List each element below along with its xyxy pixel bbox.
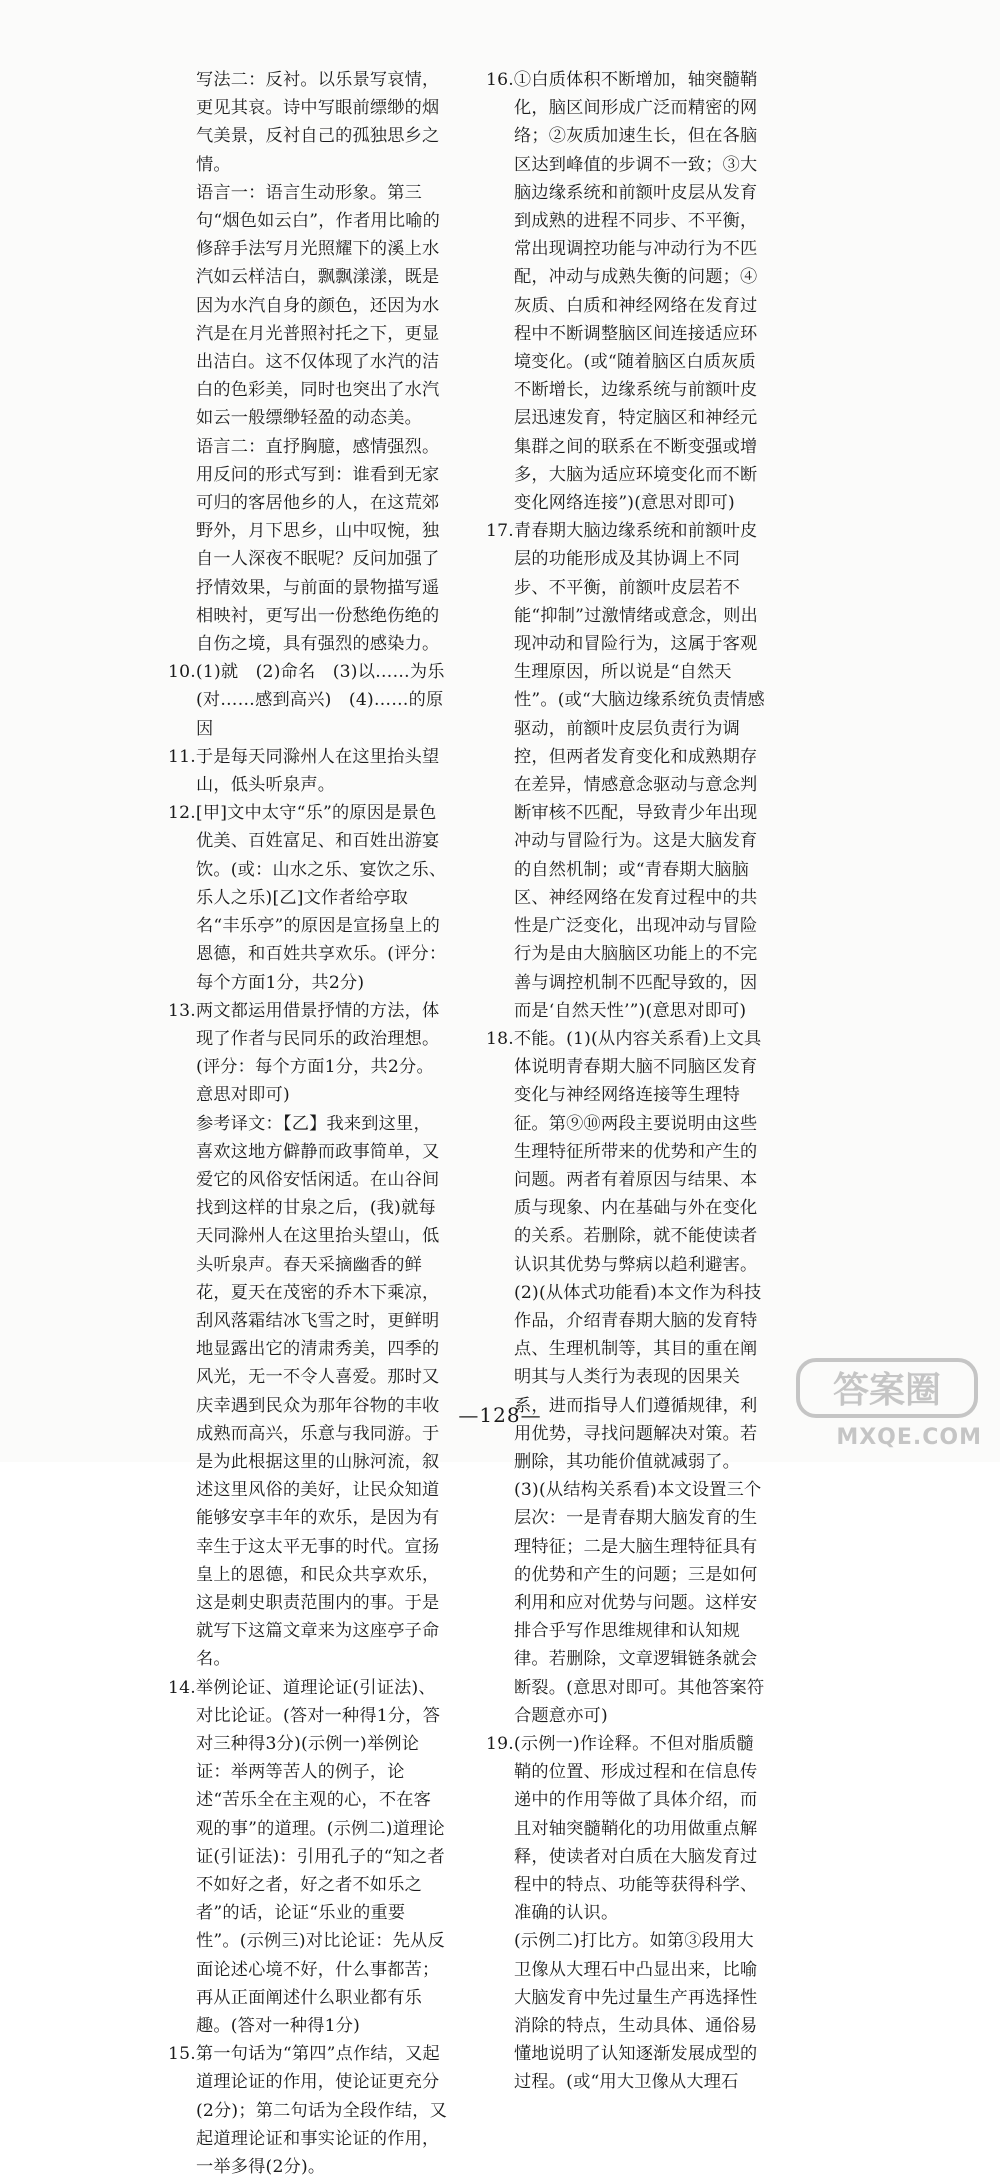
watermark-brand: 答案圈 bbox=[832, 1370, 942, 1411]
left-column bbox=[168, 66, 448, 2181]
left-answer-block: 14.举例论证、道理论证(引证法)、对比论证。(答对一种得1分，答对三种得3分)(示例一)举例论证：举两等苦人的例子，论述“苦乐全在主观的心，不在客观的事”的道理。(示例二)道理论证(引证法)：引用孔子的“知之者不如好之者，好之者不如乐之者”的话，论证“乐业的重要性”。(示例三)对比论证：先从反面论述心境不好，什么事都苦；再从正面阐述什么职业都有乐趣。(答对一种得1分) bbox=[168, 1677, 445, 2037]
right-answer-block: 16.①白质体积不断增加，轴突髓鞘化，脑区间形成广泛而精密的网络；②灰质加速生长，但在各脑区达到峰值的步调不一致；③大脑边缘系统和前额叶皮层从发育到成熟的进程不同步、不平衡，常出现调控功能与冲动行为不匹配，冲动与成熟失衡的问题；④灰质、白质和神经网络在发育过程中不断调整脑区间连接适应环境变化。(或“随着脑区白质灰质不断增长，边缘系统与前额叶皮层迅速发育，特定脑区和神经元集群之间的联系在不断变强或增多，大脑为适应环境变化而不断变化网络连接”)(意思对即可) bbox=[486, 70, 758, 514]
right-answer-block: 19.(示例一)作诠释。不但对脂质髓鞘的位置、形成过程和在信息传递中的作用等做了具体介绍，而且对轴突髓鞘化的功用做重点解释，使读者对白质在大脑发育过程中的特点、功能等获得科学、准确的认识。 bbox=[486, 1733, 758, 1924]
left-answer-block: 12.[甲]文中太守“乐”的原因是景色优美、百姓富足、和百姓出游宴饮。(或：山水之乐、宴饮之乐、乐人之乐)[乙]文作者给亭取名“丰乐亭”的原因是宣扬皇上的恩德，和百姓共享欢乐。(评分：每个方面1分，共2分) bbox=[168, 803, 447, 993]
right-column bbox=[486, 66, 766, 2097]
right-answer-block: (2)(从体式功能看)本文作为科技作品，介绍青春期大脑的发育特点、生理机制等，其目的重在阐明其与人类行为表现的因果关系，进而指导人们遵循规律，利用优势，寻找问题解决对策。若删除，其功能价值就减弱了。 bbox=[514, 1282, 762, 1472]
watermark-badge-icon bbox=[792, 1354, 982, 1424]
page-number: —128— bbox=[458, 1403, 542, 1427]
right-answer-block: 17.青春期大脑边缘系统和前额叶皮层的功能形成及其协调上不同步、不平衡，前额叶皮层若不能“抑制”过激情绪或意念，则出现冲动和冒险行为，这属于客观生理原因，所以说是“自然天性”。(或“大脑边缘系统负责情感驱动，前额叶皮层负责行为调控，但两者发育变化和成熟期存在差异，情感意念驱动与意念判断审核不匹配，导致青少年出现冲动与冒险行为。这是大脑发育的自然机制；或“青春期大脑脑区、神经网络在发育过程中的共性是广泛变化，出现冲动与冒险行为是由大脑脑区功能上的不完善与调控机制不匹配导致的，因而是‘自然天性’”)(意思对即可) bbox=[486, 521, 765, 1021]
left-answer-block: 13.两文都运用借景抒情的方法，体现了作者与民同乐的政治理想。(评分：每个方面1分，共2分。意思对即可) bbox=[168, 1000, 440, 1106]
left-answer-block: 10.(1)就 (2)命名 (3)以……为乐(对……感到高兴) (4)……的原因 bbox=[168, 662, 445, 739]
left-answer-block: 15.第一句话为“第四”点作结，又起道理论证的作用，使论证更充分(2分)；第二句话为全段作结，又起道理论证和事实论证的作用，一举多得(2分)。 bbox=[168, 2044, 447, 2178]
right-answer-block: 18.不能。(1)(从内容关系看)上文具体说明青春期大脑不同脑区发育变化与神经网络连接等生理特征。第⑨⑩两段主要说明由这些生理特征所带来的优势和产生的问题。两者有着原因与结果、本质与现象、内在基础与外在变化的关系。若删除，就不能使读者认识其优势与弊病以趋利避害。 bbox=[486, 1028, 762, 1275]
left-answer-block: 语言二：直抒胸臆，感情强烈。用反问的形式写到：谁看到无家可归的客居他乡的人，在这荒郊野外，月下思乡，山中叹惋，独自一人深夜不眠呢？反问加强了抒情效果，与前面的景物描写遥相映衬，更写出一份愁绝伤绝的自伤之境，具有强烈的感染力。 bbox=[196, 436, 440, 655]
watermark-url: MXQE.COM bbox=[836, 1425, 982, 1450]
left-answer-block: 11.于是每天同滁州人在这里抬头望山，低头听泉声。 bbox=[168, 746, 440, 796]
left-answer-block: 参考译文：【乙】我来到这里，喜欢这地方僻静而政事简单，又爱它的风俗安恬闲适。在山谷间找到这样的甘泉之后，(我)就每天同滁州人在这里抬头望山，低头听泉声。春天采摘幽香的鲜花，夏天在茂密的乔木下乘凉，刮风落霜结冰飞雪之时，更鲜明地显露出它的清肃秀美，四季的风光，无一不令人喜爱。那时又庆幸遇到民众为那年谷物的丰收成熟而高兴，乐意与我同游。于是为此根据这里的山脉河流，叙述这里风俗的美好，让民众知道能够安享丰年的欢乐，是因为有幸生于这太平无事的时代。宣扬皇上的恩德，和民众共享欢乐，这是刺史职责范围内的事。于是就写下这篇文章来为这座亭子命名。 bbox=[196, 1113, 440, 1670]
right-answer-block: (示例二)打比方。如第③段用大卫像从大理石中凸显出来，比喻大脑发育中先过量生产再选择性消除的特点，生动具体、通俗易懂地说明了认知逐渐发展成型的过程。(或“用大卫像从大理石 bbox=[514, 1931, 758, 2093]
right-answer-block: (3)(从结构关系看)本文设置三个层次：一是青春期大脑发育的生理特征；二是大脑生理特征具有的优势和产生的问题；三是如何利用和应对优势与问题。这样安排合乎写作思维规律和认知规律。若删除，文章逻辑链条就会断裂。(意思对即可。其他答案符合题意亦可) bbox=[514, 1480, 765, 1726]
left-answer-block: 语言一：语言生动形象。第三句“烟色如云白”，作者用比喻的修辞手法写月光照耀下的溪上水汽如云样洁白，飘飘漾漾，既是因为水汽自身的颜色，还因为水汽是在月光普照衬托之下，更显出洁白。这不仅体现了水汽的洁白的色彩美，同时也突出了水汽如云一般缥缈轻盈的动态美。 bbox=[196, 182, 441, 429]
left-answer-block: 写法二：反衬。以乐景写哀情，更见其哀。诗中写眼前缥缈的烟气美景，反衬自己的孤独思乡之情。 bbox=[196, 70, 440, 175]
watermark-logo bbox=[792, 1354, 982, 1454]
